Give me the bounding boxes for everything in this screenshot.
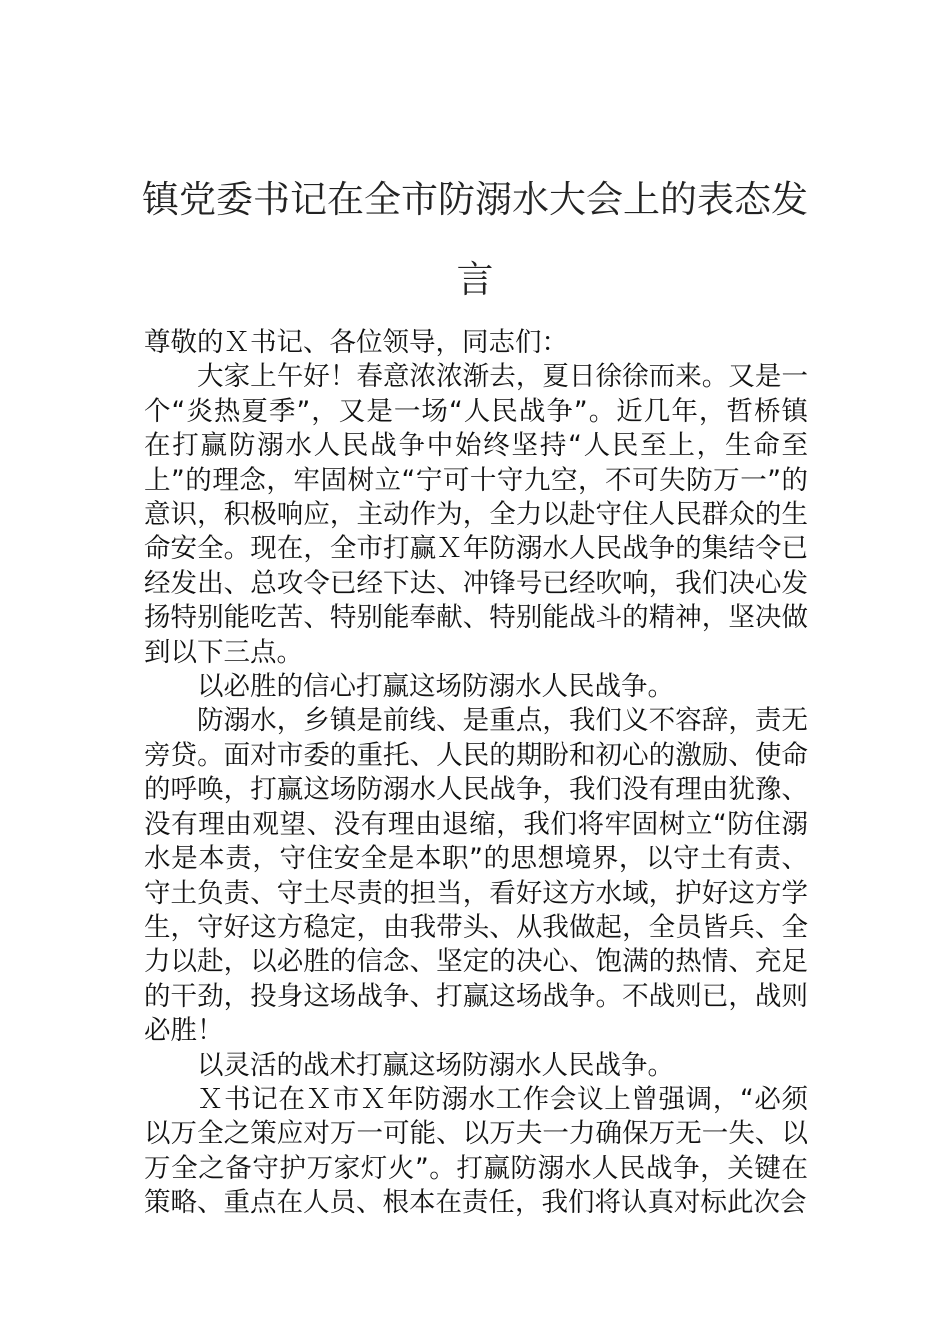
- title-line-2: 言: [456, 258, 494, 301]
- title-line-1: 镇党委书记在全市防溺水大会上的表态发: [142, 178, 808, 221]
- salutation: 尊敬的Ｘ书记、各位领导，同志们：: [144, 327, 568, 358]
- document-body: [144, 326, 808, 1221]
- section-heading-1: 以必胜的信心打赢这场防溺水人民战争。: [197, 671, 674, 703]
- paragraph-section-2: Ｘ书记在Ｘ市Ｘ年防溺水工作会议上曾强调，“必须以万全之策应对万一可能、以万夫一力确保万无一失、以万全之备守护万家灯火”。打赢防溺水人民战争，关键在策略、重点在人员、根本在责任，我们将认真对标此次会: [144, 1083, 808, 1219]
- paragraph-section-1: 防溺水，乡镇是前线、是重点，我们义不容辞，责无旁贷。面对市委的重托、人民的期盼和初心的激励、使命的呼唤，打赢这场防溺水人民战争，我们没有理由犹豫、没有理由观望、没有理由退缩，我们将牢固树立“防住溺水是本责，守住安全是本职”的思想境界，以守土有责、守土负责、守土尽责的担当，看好这方水域，护好这方学生，守好这方稳定，由我带头、从我做起，全员皆兵、全力以赴，以必胜的信念、坚定的决心、饱满的热情、充足的干劲，投身这场战争、打赢这场战争。不战则已，战则必胜！: [144, 705, 808, 1047]
- section-heading-2: 以灵活的战术打赢这场防溺水人民战争。: [197, 1049, 674, 1081]
- paragraph-intro: 大家上午好！春意浓浓渐去，夏日徐徐而来。又是一个“炎热夏季”，又是一场“人民战争”。近几年，哲桥镇在打赢防溺水人民战争中始终坚持“人民至上，生命至上”的理念，牢固树立“宁可十守九空，不可失防万一”的意识，积极响应，主动作为，全力以赴守住人民群众的生命安全。现在，全市打赢Ｘ年防溺水人民战争的集结令已经发出、总攻令已经下达、冲锋号已经吹响，我们决心发扬特别能吃苦、特别能奉献、特别能战斗的精神，坚决做到以下三点。: [144, 361, 808, 668]
- document-title: [0, 160, 950, 320]
